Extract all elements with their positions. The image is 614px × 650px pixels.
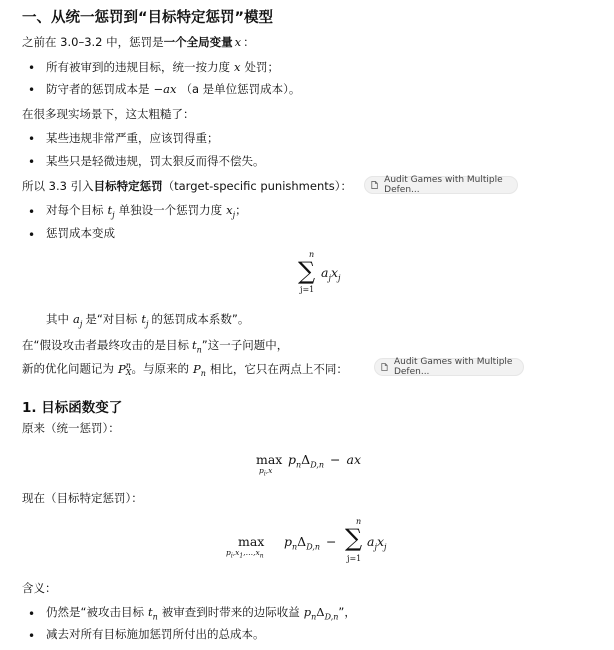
math-var: a [73,312,80,326]
text: 新的优化问题记为 [22,361,114,376]
citation-label: Audit Games with Multiple Defen... [393,357,513,377]
max-subscript [226,548,264,560]
math-sub: n [296,460,302,470]
math-var: x [226,203,233,217]
text: 是“对目标 [85,312,138,326]
math-var: p [288,452,297,467]
math-var: a [321,265,329,280]
bullet-dot: • [28,132,36,146]
bullet-dot: • [28,629,36,643]
text: 之前在 3.0–3.2 中，惩罚是 [22,35,164,49]
bullet-item [46,205,247,219]
math-var: Δ [301,452,311,467]
math-sub: i [263,470,266,478]
section-heading: 一、从统一惩罚到“目标特定惩罚”模型 [22,10,274,26]
bullet-item [46,62,279,74]
math-var: a [367,534,375,549]
text: 。与原来的 [131,361,189,376]
text: 防守者的惩罚成本是 [46,82,150,96]
sum-term [367,534,386,552]
bold-text: 目标特定惩罚 [93,179,163,193]
bullet-item [46,607,356,621]
document-icon [371,180,378,190]
text: （a 是单位惩罚成本）。 [180,82,301,96]
citation-chip[interactable] [364,176,518,194]
math-var: ,…,x [243,548,260,557]
bullet-dot: • [28,83,36,97]
math-sub: n [292,542,298,552]
math-var: x [330,265,338,280]
citation-label: Audit Games with Multiple Defen... [384,175,503,195]
text: 所以 3.3 引入 [22,179,94,193]
math-sub: j [112,210,115,220]
math-sup: n [125,361,131,370]
paragraph: 原来（统一惩罚）： [22,421,120,435]
math-var: ,x [232,548,240,557]
math-sub: j [328,273,331,283]
subsection-heading: 1. 目标函数变了 [22,400,123,416]
math-var: t [147,605,153,619]
text: 仍然是“被攻击目标 [46,605,144,619]
bullet-dot: • [28,607,36,621]
citation-chip[interactable] [374,358,524,376]
objective [284,534,337,552]
math-expr: −ax [153,82,177,96]
math-sub: i [230,552,233,560]
math-var: x [376,534,384,549]
math-sub: D,n [306,542,321,552]
math-var: x [234,60,241,74]
math-var: p [226,548,231,557]
math-var: Δ [316,605,325,619]
math-sub: 1 [239,552,244,560]
text: 对每个目标 [46,203,104,217]
bullet-item: 惩罚成本变成 [46,226,115,240]
math-sub: j [79,319,83,329]
math-op: − [330,452,341,467]
max-operator: max [238,534,265,549]
paragraph [22,340,288,354]
math-var: t [107,203,113,217]
text: 在“假设攻击者最终攻击的是目标 [22,338,189,352]
max-operator: max [256,452,283,467]
math-var: ,x [265,466,273,475]
math-sub: j [338,273,341,283]
text: ”， [338,605,356,619]
math-sub: j [384,542,387,552]
bullet-dot: • [28,61,36,75]
bullet-dot: • [28,228,36,242]
sum-lower: j=1 [300,285,315,294]
math-var: p [303,605,312,619]
paragraph [46,314,249,328]
text: ； [235,203,247,217]
text: 其中 [46,312,69,326]
paragraph [22,181,352,193]
sum-lower: j=1 [347,554,362,563]
math-var: x [234,35,242,49]
math-sub: n [200,368,206,378]
bullet-item [46,84,300,96]
math-var: t [191,338,197,352]
bullet-dot: • [28,155,36,169]
bullet-item: 某些违规非常严重，应该罚得重； [46,131,219,145]
sum-upper: n [309,250,315,259]
math-var: P [118,361,126,376]
math-sub: j [374,542,377,552]
bullet-dot: • [28,205,36,219]
text: 处罚； [244,60,279,74]
sum-upper: n [356,517,362,526]
text: 的惩罚成本系数”。 [151,312,250,326]
sum-term [321,265,340,283]
bold-text: 一个全局变量 [163,35,233,49]
math-sub: D,n [324,612,339,622]
objective [288,452,361,470]
formula-target-specific [224,517,414,569]
paragraph: 含义： [22,581,57,595]
sum-symbol: ∑ [345,524,363,552]
formula-uniform [254,452,394,478]
paragraph-intro [22,37,255,49]
paragraph: 现在（目标特定惩罚）： [22,491,143,505]
text: ”这一子问题中， [201,338,289,352]
formula-sum-cost [296,250,366,298]
math-op: − [326,534,337,549]
math-sub: X [125,368,132,378]
math-sub: j [232,210,236,220]
math-var: Δ [297,534,307,549]
math-var: P [192,361,201,376]
bullet-item: 减去对所有目标施加惩罚所付出的总成本。 [46,627,265,641]
text: 被审查到时带来的边际收益 [161,605,300,619]
math-sub: n [152,612,158,622]
text: 单独设一个惩罚力度 [118,203,223,217]
document-icon [381,362,388,372]
math-sub: D,n [310,460,325,470]
math-sub: n [311,612,317,622]
text: 所有被审到的违规目标，统一按力度 [46,60,230,74]
math-sub: n [196,345,202,355]
math-var: p [284,534,293,549]
text: 相比，它只在两点上不同： [209,361,348,376]
paragraph [22,362,348,378]
max-subscript [259,466,272,478]
bullet-item: 某些只是轻微违规，罚太狠反而得不偿失。 [46,154,265,168]
math-var: p [259,466,264,475]
sum-symbol: ∑ [298,257,316,285]
text: （target-specific punishments）： [162,179,352,193]
math-var: t [141,312,146,326]
paragraph: 在很多现实场景下，这太粗糙了： [22,107,195,121]
math-sub: n [259,552,264,560]
math-sub: j [145,319,149,329]
text: ： [243,35,255,49]
math-var: ax [346,452,362,467]
